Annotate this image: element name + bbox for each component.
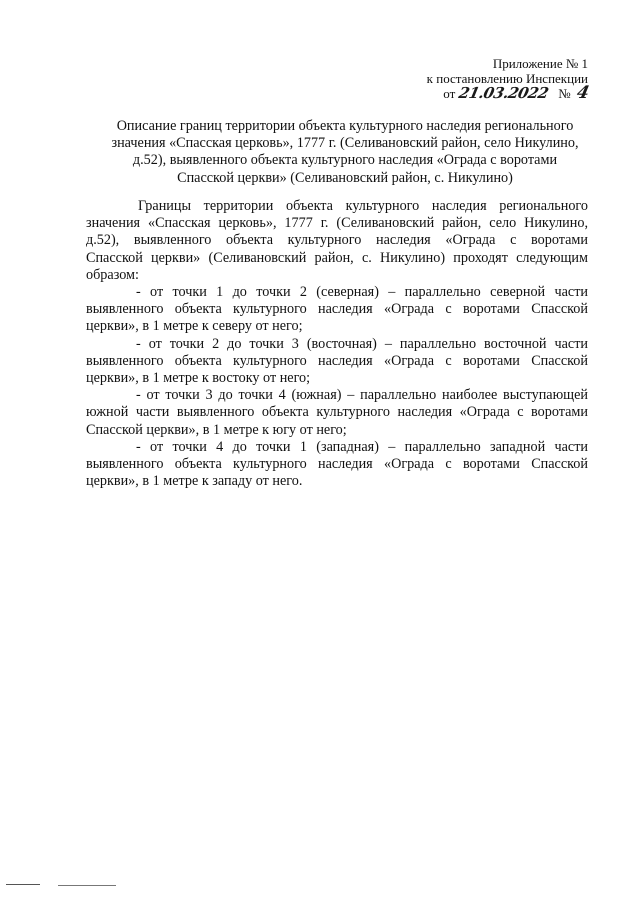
number-prefix: №	[558, 86, 571, 101]
title-line: значения «Спасская церковь», 1777 г. (Селивановский район, село Никулино,	[111, 135, 579, 152]
body-line: церкви», в 1 метре к западу от него.	[86, 473, 303, 490]
body-line: выявленного объекта культурного наследия «Ограда с воротами Спасской	[86, 456, 588, 473]
body-line: церкви», в 1 метре к востоку от него;	[86, 370, 311, 387]
date-prefix: от	[443, 86, 456, 101]
body-line: значения «Спасская церковь», 1777 г. (Селивановский район, село Никулино,	[86, 215, 588, 232]
boundary-east-paragraph	[86, 335, 588, 388]
appendix-resolution-ref: к постановлению Инспекции	[426, 71, 588, 86]
body-line: выявленного объекта культурного наследия «Ограда с воротами Спасской	[86, 301, 588, 318]
appendix-header	[426, 56, 591, 103]
body-line: Границы территории объекта культурного наследия регионального	[138, 198, 588, 214]
body-line: - от точки 3 до точки 4 (южная) – параллельно наиболее выступающей	[136, 387, 588, 404]
title-line: Спасской церкви» (Селивановский район, с. Никулино)	[177, 169, 513, 186]
document-body	[86, 198, 588, 490]
document-title	[100, 118, 590, 187]
body-line: южной части выявленного объекта культурного наследия «Ограда с воротами	[86, 404, 588, 421]
body-line: Спасской церкви» (Селивановский район, с. Никулино) проходят следующим	[86, 249, 588, 266]
body-line: образом:	[86, 266, 139, 283]
scan-artifact-line	[6, 884, 40, 885]
appendix-title: Приложение № 1	[492, 56, 588, 71]
handwritten-date: 21.03.2022	[457, 84, 551, 102]
title-line: д.52), выявленного объекта культурного наследия «Ограда с воротами	[132, 152, 558, 169]
intro-paragraph	[86, 198, 588, 284]
title-line: Описание границ территории объекта культурного наследия регионального	[116, 118, 574, 134]
appendix-date-number	[427, 83, 591, 103]
scan-artifact-line	[58, 885, 116, 886]
boundary-north-paragraph	[86, 284, 588, 336]
boundary-west-paragraph	[86, 438, 588, 491]
body-line: д.52), выявленного объекта культурного наследия «Ограда с воротами	[86, 232, 588, 249]
body-line: - от точки 1 до точки 2 (северная) – параллельно северной части	[136, 284, 588, 301]
handwritten-number: 4	[574, 83, 591, 103]
body-line: церкви», в 1 метре к северу от него;	[86, 318, 303, 335]
boundary-south-paragraph	[86, 387, 588, 439]
body-line: - от точки 2 до точки 3 (восточная) – параллельно восточной части	[136, 335, 588, 352]
body-line: выявленного объекта культурного наследия «Ограда с воротами Спасской	[86, 352, 588, 369]
body-line: Спасской церкви», в 1 метре к югу от него;	[86, 421, 347, 438]
body-line: - от точки 4 до точки 1 (западная) – параллельно западной части	[136, 438, 588, 455]
